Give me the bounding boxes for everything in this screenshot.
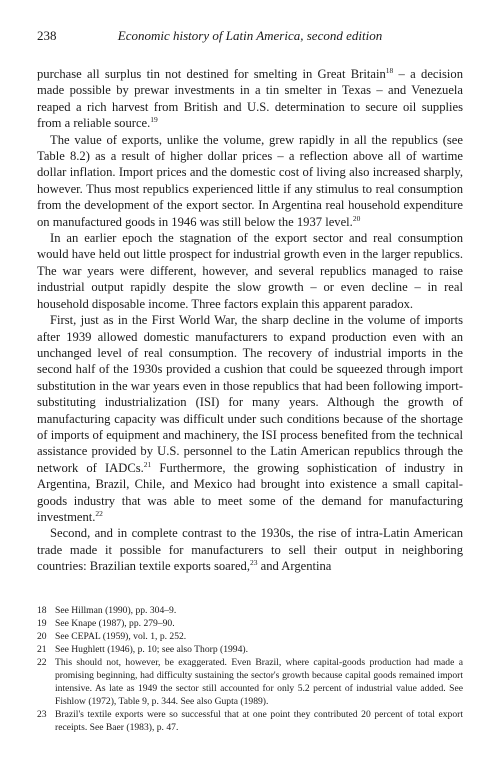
paragraph-text: The value of exports, unlike the volume, grew rapidly in all the republics (see Table 8.2) as a result of higher dollar prices – a reflection above all of wartime dollar inflation. Import prices and the domestic cost of living also increased sharply, however. Thus most republics experienced little if any stimulus to real consumption from the development of the export sector. In Argentina real household expenditure on manufactured goods in 1946 was still below the 1937 level. <box>37 132 463 229</box>
footnote-number: 18 <box>37 605 47 616</box>
footnote-text: See Hillman (1990), pp. 304–9. <box>55 605 177 616</box>
footnote-ref: 23 <box>249 558 258 568</box>
running-title: Economic history of Latin America, second edition <box>117 28 383 43</box>
footnote-text: See Knape (1987), pp. 279–90. <box>55 618 175 629</box>
paragraph <box>37 525 463 574</box>
paragraph <box>37 230 463 312</box>
paragraph-text: First, just as in the First World War, the sharp decline in the volume of imports after 1939 allowed domestic manufacturers to expand production even with an unchanged level of real consumption. The recovery of industrial imports in the second half of the 1930s provided a cushion that could be squeezed through import substitution in the war years even in those republics that had been following import-substituting industrialization (ISI) for many years. Although the growth of manufacturing capacity was difficult under such conditions because of the shortage of imports of equipment and machinery, the ISI process benefited from the technical assistance provided by U.S. personnel to the Latin American republics through the network of IADCs. <box>37 313 463 475</box>
footnote-text: Brazil's textile exports were so successful that at one point they contributed 20 percent of total export receipts. See Baer (1983), p. 47. <box>55 709 463 733</box>
footnote-number: 22 <box>37 657 47 668</box>
footnote <box>37 656 463 708</box>
page-number: 238 <box>37 28 57 43</box>
footnote-ref: 21 <box>143 459 152 469</box>
paragraph-text: Furthermore, the growing sophistication of industry in Argentina, Brazil, Chile, and Mexico had brought into existence a small capital-goods industry that was able to meet some of the demand for manufacturing investment. <box>37 460 463 524</box>
footnote-ref: 19 <box>150 115 158 125</box>
footnote-text: This should not, however, be exaggerated. Even Brazil, where capital-goods production had made a promising beginning, had difficulty sustaining the sector's growth because capital goods remained import intensive. As late as 1949 the sector still accounted for only 5.2 percent of industrial value added. See Fishlow (1972), Table 9, p. 344. See also Gupta (1989). <box>55 657 463 707</box>
footnote-ref: 22 <box>95 508 103 518</box>
footnotes <box>37 604 463 734</box>
body-text <box>37 66 463 575</box>
running-header <box>37 26 463 46</box>
footnote <box>37 708 463 734</box>
paragraph-text: and Argentina <box>257 559 332 574</box>
footnote <box>37 643 463 656</box>
paragraph-text: – a decision made possible by prewar investments in a tin smelter in Texas – and Venezuela reaped a rich harvest from British and U.S. determination to secure oil supplies from a reliable source. <box>37 67 463 131</box>
footnote-number: 20 <box>37 631 47 642</box>
footnote <box>37 630 463 643</box>
paragraph <box>37 66 463 132</box>
paragraph <box>37 132 463 230</box>
footnote-number: 21 <box>37 644 47 655</box>
paragraph-text: purchase all surplus tin not destined for smelting in Great Britain <box>37 67 386 81</box>
footnote-ref: 20 <box>352 213 361 223</box>
footnote <box>37 617 463 630</box>
footnote-number: 19 <box>37 618 47 629</box>
footnote-ref: 18 <box>385 66 394 75</box>
footnote-text: See CEPAL (1959), vol. 1, p. 252. <box>55 631 187 642</box>
footnote-text: See Hughlett (1946), p. 10; see also Thorp (1994). <box>55 644 248 655</box>
paragraph <box>37 312 463 525</box>
paragraph-text: In an earlier epoch the stagnation of the export sector and real consumption would have held out little prospect for industrial growth even in the larger republics. The war years were different, however, and several republics managed to raise industrial output rapidly despite the slow growth – or even decline – in real household disposable income. Three factors explain this apparent paradox. <box>37 231 463 311</box>
paragraph-text: Second, and in complete contrast to the 1930s, the rise of intra-Latin American trade made it possible for manufacturers to sell their output in neighboring countries: Brazilian textile exports soared, <box>37 526 463 574</box>
footnote-number: 23 <box>37 709 47 720</box>
footnote <box>37 604 463 617</box>
